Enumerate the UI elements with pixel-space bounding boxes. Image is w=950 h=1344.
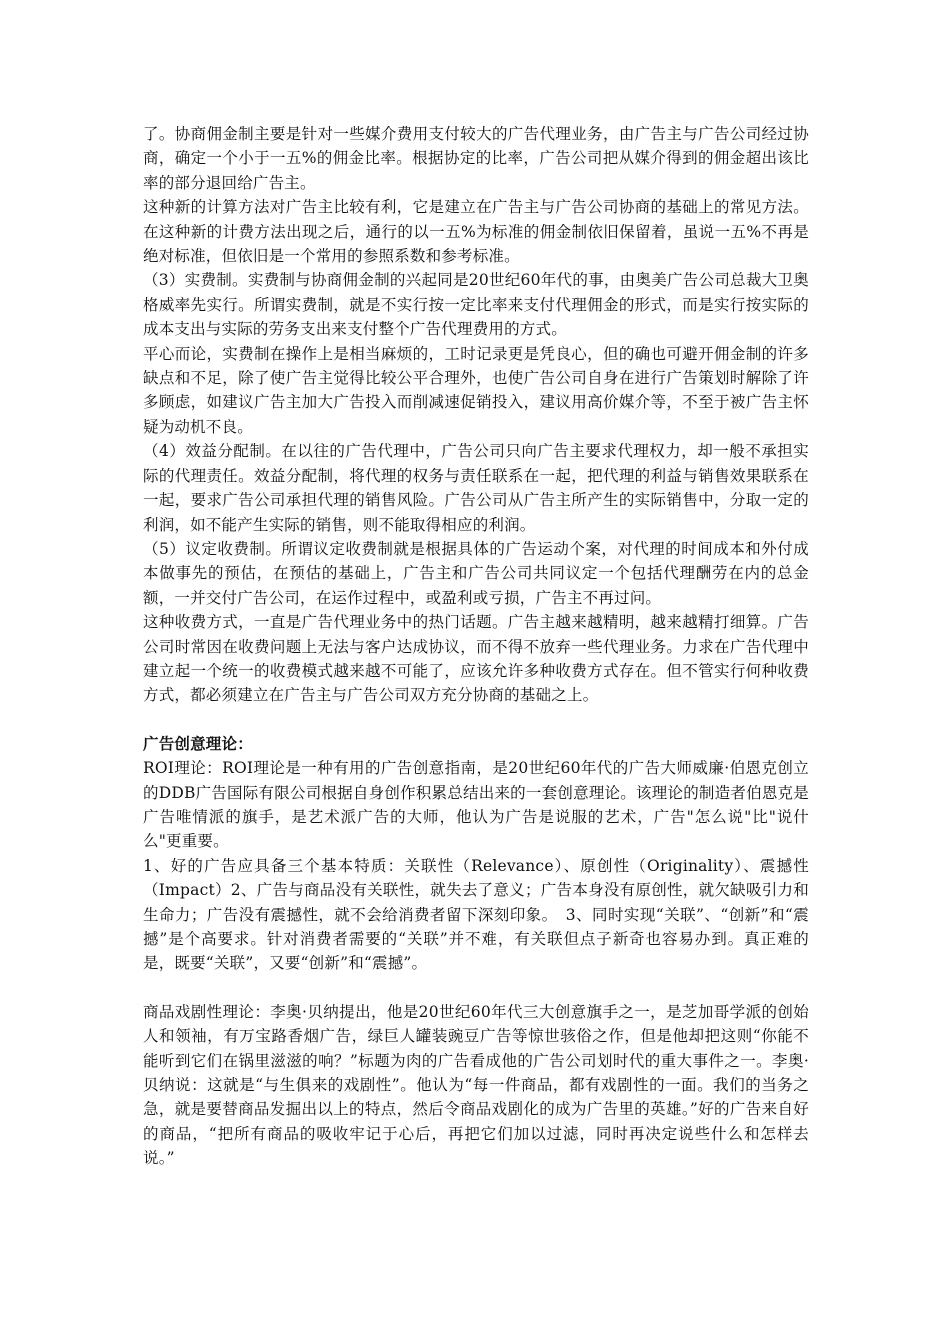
blank-line bbox=[143, 976, 809, 1000]
paragraph-negotiated-fee: （5）议定收费制。所谓议定收费制就是根据具体的广告运动个案，对代理的时间成本和外付成本做事先的预估，在预估的基础上，广告主和广告公司共同议定一个包括代理酬劳在内的总金额，一并交付广告公司，在运作过程中，或盈利或亏损，广告主不再过问。 bbox=[143, 539, 809, 607]
paragraph-roi-qualities: 1、好的广告应具备三个基本特质：关联性（Relevance）、原创性（Originality）、震撼性（Impact）2、广告与商品没有关联性，就失去了意义；广告本身没有原创性，就欠缺吸引力和生命力；广告没有震撼性，就不会给消费者留下深刻印象。 3、同时实现“关联”、“创新”和“震撼”是个高要求。针对消费者需要的“关联”并不难，有关联但点子新奇也容易办到。真正难的是，既要“关联”，又要“创新”和“震撼”。 bbox=[143, 856, 809, 973]
section-heading-creative-theory: 广告创意理论： bbox=[143, 733, 253, 753]
paragraph-fee-discussion: 这种收费方式，一直是广告代理业务中的热门话题。广告主越来越精明，越来越精打细算。广告公司时常因在收费问题上无法与客户达成协议，而不得不放弃一些代理业务。力求在广告代理中建立起一个统一的收费模式越来越不可能了，应该允许多种收费方式存在。但不管实行何种收费方式，都必须建立在广告主与广告公司双方充分协商的基础之上。 bbox=[143, 613, 809, 705]
paragraph-actual-cost-evaluation: 平心而论，实费制在操作上是相当麻烦的，工时记录更是凭良心，但的确也可避开佣金制的许多缺点和不足，除了使广告主觉得比较公平合理外，也使广告公司自身在进行广告策划时解除了许多顾虑，如建议广告主加大广告投入而削减速促销投入，建议用高价媒介等，不至于被广告主怀疑为动机不良。 bbox=[143, 344, 809, 436]
paragraph-negotiated-commission: 了。协商佣金制主要是针对一些媒介费用支付较大的广告代理业务，由广告主与广告公司经过协商，确定一个小于一五%的佣金比率。根据协定的比率，广告公司把从媒介得到的佣金超出该比率的部分退回给广告主。 bbox=[143, 125, 809, 192]
document-page bbox=[143, 122, 809, 1171]
paragraph-roi-theory: ROI理论：ROI理论是一种有用的广告创意指南，是20世纪60年代的广告大师威廉·伯恩克创立的DDB广告国际有限公司根据自身创作积累总结出来的一套创意理论。该理论的制造者伯恩克是广告唯情派的旗手，是艺术派广告的大师，他认为广告是说服的艺术，广告"怎么说"比"说什么"更重要。 bbox=[143, 759, 809, 851]
blank-line bbox=[143, 708, 809, 732]
paragraph-drama-theory: 商品戏剧性理论：李奥·贝纳提出，他是20世纪60年代三大创意旗手之一，是芝加哥学派的创始人和领袖，有万宝路香烟广告，绿巨人罐装豌豆广告等惊世骇俗之作，但是他却把这则“你能不能听到它们在锅里滋滋的响？”标题为肉的广告看成他的广告公司划时代的重大事件之一。李奥·贝纳说：这就是“与生俱来的戏剧性”。他认为“每一件商品，都有戏剧性的一面。我们的当务之急，就是要替商品发掘出以上的特点，然后令商品戏剧化的成为广告里的英雄。”好的广告来自好的商品，“把所有商品的吸收牢记于心后，再把它们加以过滤，同时再决定说些什么和怎样去说。” bbox=[143, 1002, 809, 1168]
paragraph-actual-cost-system: （3）实费制。实费制与协商佣金制的兴起同是20世纪60年代的事，由奥美广告公司总裁大卫奥格威率先实行。所谓实费制，就是不实行按一定比率来支付代理佣金的形式，而是实行按实际的成本支出与实际的劳务支出来支付整个广告代理费用的方式。 bbox=[143, 271, 809, 339]
paragraph-new-method: 这种新的计算方法对广告主比较有利，它是建立在广告主与广告公司协商的基础上的常见方法。在这种新的计费方法出现之后，通行的以一五%为标准的佣金制依旧保留着，虽说一五%不再是绝对标准，但依旧是一个常用的参照系数和参考标准。 bbox=[143, 198, 809, 266]
paragraph-profit-sharing: （4）效益分配制。在以往的广告代理中，广告公司只向广告主要求代理权力，却一般不承担实际的代理责任。效益分配制，将代理的权务与责任联系在一起，把代理的利益与销售效果联系在一起，要求广告公司承担代理的销售风险。广告公司从广告主所产生的实际销售中，分取一定的利润，如不能产生实际的销售，则不能取得相应的利润。 bbox=[143, 442, 809, 534]
